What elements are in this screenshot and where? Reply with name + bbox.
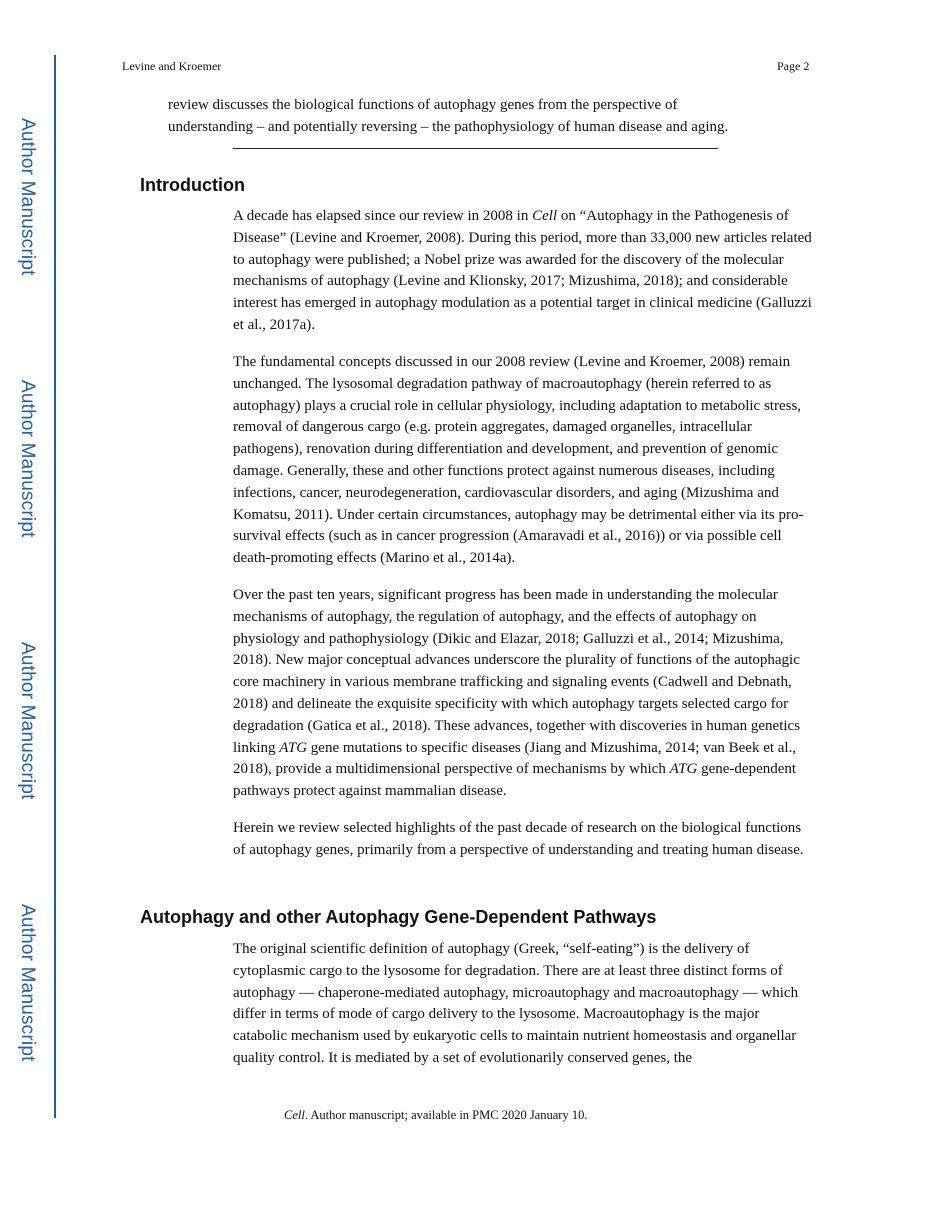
journal-name: Cell	[532, 208, 558, 224]
page-footer: Cell. Author manuscript; available in PMC 2020 January 10.	[284, 1108, 588, 1122]
sidebar-rule	[54, 55, 56, 1118]
section-heading-autophagy: Autophagy and other Autophagy Gene-Dependent Pathways	[140, 907, 657, 927]
section-heading-introduction: Introduction	[140, 175, 245, 195]
intro-paragraph-2: The fundamental concepts discussed in our 2008 review (Levine and Kroemer, 2008) remain unchanged. The lysosomal degradation pathway of macroautophagy (herein referred to as autophagy) plays a crucial role in cellular physiology, including adaptation to metabolic stress, removal of dangerous cargo (e.g. protein aggregates, damaged organelles, intracellular pathogens), renovation during differentiation and development, and prevention of genomic damage. Generally, these and other functions protect against numerous diseases, including infections, cancer, neurodegeneration, cardiovascular disorders, and aging (Mizushima and Komatsu, 2011). Under certain circumstances, autophagy may be detrimental either via its pro-survival effects (such as in cancer progression (Amaravadi et al., 2016)) or via possible cell death-promoting effects (Marino et al., 2014a).	[233, 354, 804, 567]
running-head-page: Page 2	[777, 59, 810, 73]
abstract-line-2: understanding – and potentially reversing – the pathophysiology of human disease and aging.	[168, 119, 729, 135]
footer-journal: Cell	[284, 1108, 305, 1122]
intro-paragraph-3: Over the past ten years, significant progress has been made in understanding the molecular mechanisms of autophagy, the regulation of autophagy, and the effects of autophagy on physiology and pathophysiology (Dikic and Elazar, 2018; Galluzzi et al., 2014; Mizushima, 2018). New major conceptual advances underscore the plurality of functions of the autophagic core machinery in various membrane trafficking and signaling events (Cadwell and Debnath, 2018) and delineate the exquisite specificity with which autophagy targets selected cargo for degradation (Gatica et al., 2018). These advances, together with discoveries in human genetics linking ATG gene mutations to specific diseases (Jiang and Mizushima, 2014; van Beek et al., 2018), provide a multidimensional perspective of mechanisms by which ATG gene-dependent pathways protect against mammalian disease.	[233, 587, 801, 800]
gene-name: ATG	[279, 739, 308, 756]
autophagy-paragraph-1: The original scientific definition of autophagy (Greek, “self-eating”) is the delivery of cytoplasmic cargo to the lysosome for degradation. There are at least three distinct forms of autophagy — chaperone-mediated autophagy, microautophagy and macroautophagy — which differ in terms of mode of cargo delivery to the lysosome. Macroautophagy is the major catabolic mechanism used by eukaryotic cells to maintain nutrient homeostasis and organellar quality control. It is mediated by a set of evolutionarily conserved genes, the	[233, 941, 799, 1066]
intro-paragraph-1: A decade has elapsed since our review in 2008 in Cell on “Autophagy in the Pathogenesis of Disease” (Levine and Kroemer, 2008). During this period, more than 33,000 new articles related to autophagy were published; a Nobel prize was awarded for the discovery of the molecular mechanisms of autophagy (Levine and Klionsky, 2017; Mizushima, 2018); and considerable interest has emerged in autophagy modulation as a potential target in clinical medicine (Galluzzi et al., 2017a).	[233, 208, 812, 333]
running-head-authors: Levine and Kroemer	[122, 59, 222, 73]
abstract-tail	[168, 94, 788, 138]
intro-paragraph-4: Herein we review selected highlights of the past decade of research on the biological functions of autophagy genes, primarily from a perspective of understanding and treating human disease.	[233, 820, 804, 858]
abstract-line-1: review discusses the biological functions of autophagy genes from the perspective of	[168, 97, 678, 113]
gene-name: ATG	[669, 761, 698, 778]
abstract-divider	[233, 148, 718, 149]
